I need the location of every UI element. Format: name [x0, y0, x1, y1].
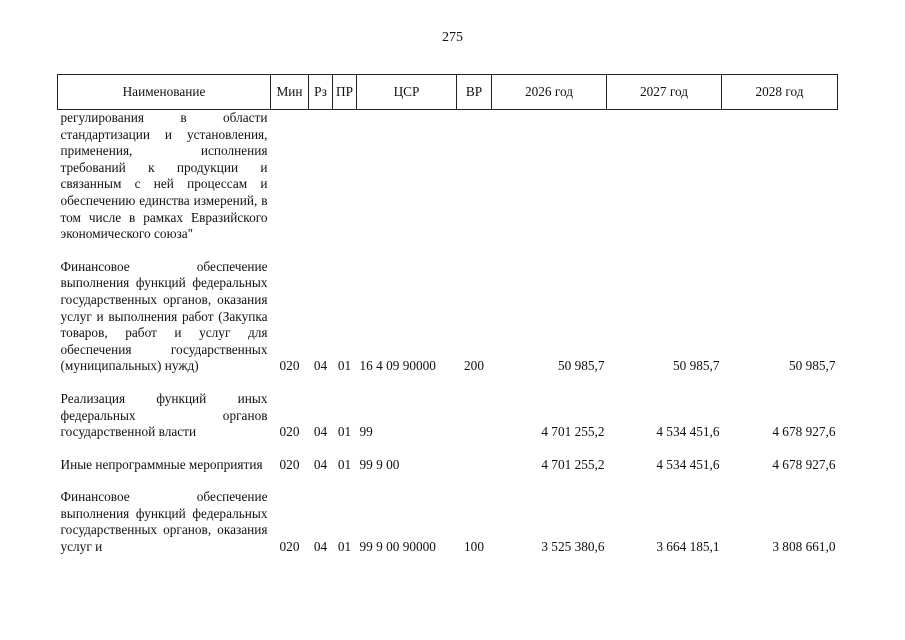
row-csr: 16 4 09 90000 [359, 358, 436, 374]
header-2026: 2026 год [492, 75, 607, 110]
row-min: 020 [279, 456, 300, 472]
row-pr: 01 [337, 456, 352, 472]
row-pr [333, 110, 357, 243]
table-row [58, 110, 838, 243]
table-row [58, 243, 838, 375]
row-vr [457, 110, 492, 243]
row-vr [457, 441, 492, 474]
row-pr: 01 [337, 539, 352, 555]
row-name: Реализация функций иных федеральных органов государственной власти [60, 390, 268, 440]
row-name: Финансовое обеспечение выполнения функций федеральных государственных органов, оказания услуг и выполнения работ (Закупка товаров, работ и услуг для обеспечения государственных (муниципальных) нужд) [60, 258, 268, 374]
row-2026: 4 701 255,2 [541, 424, 605, 440]
header-name: Наименование [58, 75, 271, 110]
row-csr: 99 [359, 424, 373, 440]
row-min: 020 [279, 539, 300, 555]
row-2028: 4 678 927,6 [772, 424, 836, 440]
row-pr: 01 [337, 424, 352, 440]
table-row [58, 375, 838, 441]
row-2026: 50 985,7 [557, 358, 605, 374]
row-vr: 100 [464, 539, 484, 555]
row-2027: 50 985,7 [672, 358, 720, 374]
row-pr: 01 [337, 358, 352, 374]
row-rz: 04 [313, 424, 328, 440]
header-csr: ЦСР [357, 75, 457, 110]
row-2028: 4 678 927,6 [772, 456, 836, 472]
row-min: 020 [279, 358, 300, 374]
header-vr: ВР [457, 75, 492, 110]
table-row [58, 441, 838, 474]
row-name: Финансовое обеспечение выполнения функций федеральных государственных органов, оказания услуг и [60, 489, 268, 555]
row-csr: 99 9 00 [359, 456, 400, 472]
row-2028: 50 985,7 [788, 358, 836, 374]
header-rz: Рз [309, 75, 333, 110]
row-2026 [492, 110, 607, 243]
row-2028 [722, 110, 838, 243]
row-2027: 3 664 185,1 [656, 539, 720, 555]
table-row [58, 473, 838, 555]
row-2028: 3 808 661,0 [772, 539, 836, 555]
header-pr: ПР [333, 75, 357, 110]
row-min: 020 [279, 424, 300, 440]
row-2026: 4 701 255,2 [541, 456, 605, 472]
row-2027: 4 534 451,6 [656, 456, 720, 472]
row-2027: 4 534 451,6 [656, 424, 720, 440]
table-header-row [58, 75, 838, 110]
header-2028: 2028 год [722, 75, 838, 110]
row-vr: 200 [464, 358, 484, 374]
row-min [271, 110, 309, 243]
row-csr [357, 110, 457, 243]
header-min: Мин [271, 75, 309, 110]
row-2026: 3 525 380,6 [541, 539, 605, 555]
row-2027 [607, 110, 722, 243]
row-name: Иные непрограммные мероприятия [60, 456, 263, 472]
row-rz: 04 [313, 539, 328, 555]
row-rz: 04 [313, 456, 328, 472]
row-rz: 04 [313, 358, 328, 374]
budget-table [57, 74, 838, 556]
row-name: регулирования в области стандартизации и установления, применения, исполнения требований к продукции и связанным с ней процессам и обеспечению единства измерений, в том числе в рамках Евразийского экономического союза" [60, 110, 268, 242]
row-csr: 99 9 00 90000 [359, 539, 436, 555]
row-vr [457, 375, 492, 441]
page-number: 275 [442, 30, 463, 45]
row-rz [309, 110, 333, 243]
header-2027: 2027 год [607, 75, 722, 110]
